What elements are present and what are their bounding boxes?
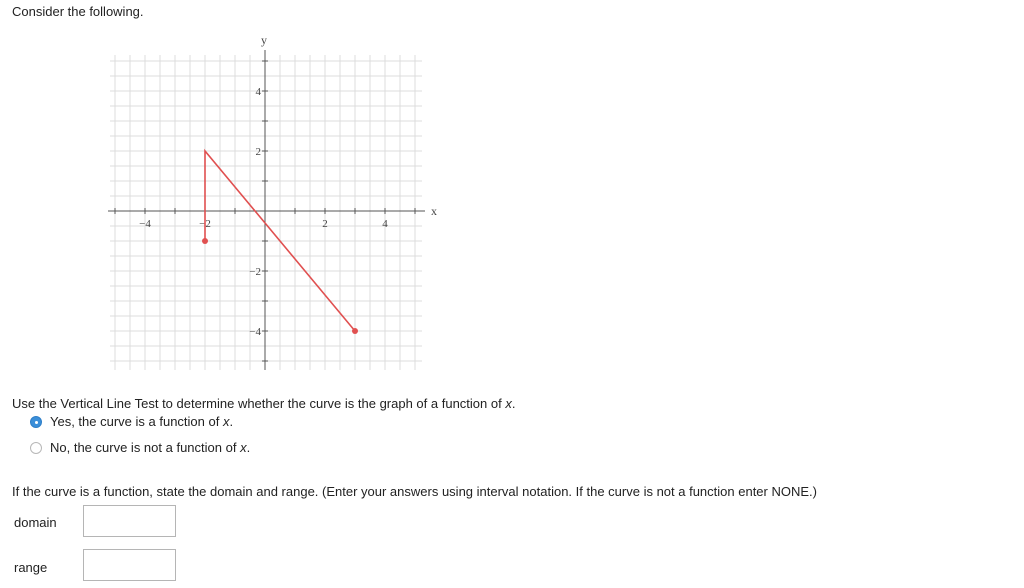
radio-yes[interactable] — [30, 416, 42, 428]
endpoint-dot — [352, 328, 358, 334]
x-tick-label: 4 — [382, 218, 388, 230]
x-axis-label: x — [431, 204, 437, 218]
option-no-end: . — [246, 440, 251, 455]
range-input[interactable] — [83, 549, 176, 581]
grid — [110, 55, 422, 370]
option-yes-text: Yes, the curve is a function of — [50, 414, 223, 429]
option-no-text: No, the curve is not a function of — [50, 440, 241, 455]
function-graph — [100, 30, 440, 375]
option-no-var: x — [240, 440, 247, 455]
y-axis-label: y — [261, 33, 267, 47]
radio-no[interactable] — [30, 442, 42, 454]
option-yes-var: x — [222, 414, 230, 429]
y-tick-label: 4 — [255, 86, 261, 98]
x-tick-labels — [139, 218, 388, 230]
y-tick-label: 2 — [255, 146, 261, 158]
axes — [108, 50, 425, 370]
option-no[interactable] — [30, 440, 250, 455]
x-tick-label: 2 — [322, 218, 328, 230]
y-tick-label: −4 — [249, 326, 261, 338]
option-yes[interactable] — [30, 414, 233, 429]
question-suffix: . — [511, 396, 516, 411]
y-tick-label: −2 — [249, 266, 261, 278]
instructions: If the curve is a function, state the domain and range. (Enter your answers using interval notation. If the curve is not a function enter NONE.) — [12, 484, 817, 499]
question-text — [12, 396, 515, 411]
domain-input[interactable] — [83, 505, 176, 537]
range-label: range — [14, 560, 48, 575]
endpoint-dot — [202, 238, 208, 244]
question-prefix: Use the Vertical Line Test to determine whether the curve is the graph of a function of — [12, 396, 506, 411]
option-yes-label — [50, 414, 233, 429]
x-tick-label: −4 — [139, 218, 151, 230]
option-yes-end: . — [229, 414, 234, 429]
x-tick-label: −2 — [199, 218, 211, 230]
option-no-label — [50, 440, 250, 455]
intro-text: Consider the following. — [12, 4, 144, 19]
domain-label: domain — [14, 515, 57, 530]
question-var: x — [505, 396, 512, 411]
